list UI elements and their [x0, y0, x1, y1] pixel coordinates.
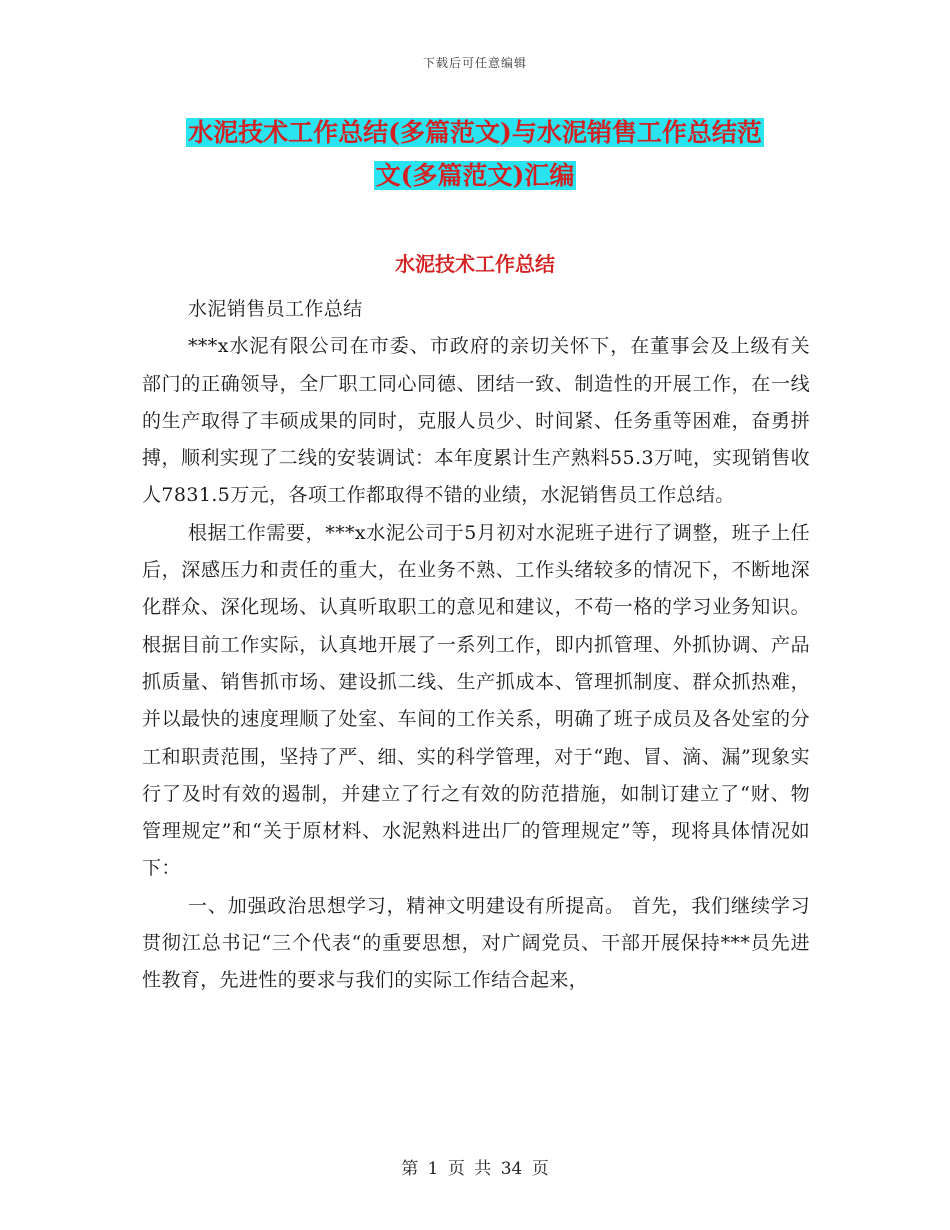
document-title-line-2: 文(多篇范文)汇编	[375, 161, 575, 190]
paragraph: ***x水泥有限公司在市委、市政府的亲切关怀下，在董事会及上级有关部门的正确领导，全厂职工同心同德、团结一致、制造性的开展工作，在一线的生产取得了丰硕成果的同时，克服人员少、时间紧、任务重等困难，奋勇拼搏，顺利实现了二线的安装调试：本年度累计生产熟料55.3万吨，实现销售收人7831.5万元，各项工作都取得不错的业绩，水泥销售员工作总结。	[142, 335, 810, 507]
page-footer: 第 1 页 共 34 页	[401, 1159, 549, 1179]
header-note: 下载后可任意编辑	[422, 56, 527, 70]
section-title: 水泥技术工作总结	[395, 252, 555, 276]
paragraph-subtitle: 水泥销售员工作总结	[188, 298, 363, 320]
document-title-line-1: 水泥技术工作总结(多篇范文)与水泥销售工作总结范	[188, 118, 762, 147]
paragraph: 一、加强政治思想学习，精神文明建设有所提高。 首先，我们继续学习贯彻江总书记“三个代表“的重要思想，对广阔党员、干部开展保持***员先进性教育，先进性的要求与我们的实际工作结合起来，	[142, 894, 810, 992]
paragraph: 根据工作需要，***x水泥公司于5月初对水泥班子进行了调整，班子上任后，深感压力和责任的重大，在业务不熟、工作头绪较多的情况下，不断地深化群众、深化现场、认真听取职工的意见和建议，不苟一格的学习业务知识。根据目前工作实际，认真地开展了一系列工作，即内抓管理、外抓协调、产品抓质量、销售抓市场、建设抓二线、生产抓成本、管理抓制度、群众抓热难，并以最快的速度理顺了处室、车间的工作关系，明确了班子成员及各处室的分工和职责范围，坚持了严、细、实的科学管理，对于“跑、冒、滴、漏”现象实行了及时有效的遏制，并建立了行之有效的防范措施，如制订建立了“财、物管理规定”和“关于原材料、水泥熟料进出厂的管理规定”等，现将具体情况如下：	[142, 521, 810, 880]
document-title	[0, 111, 950, 197]
body-text	[142, 291, 810, 1000]
